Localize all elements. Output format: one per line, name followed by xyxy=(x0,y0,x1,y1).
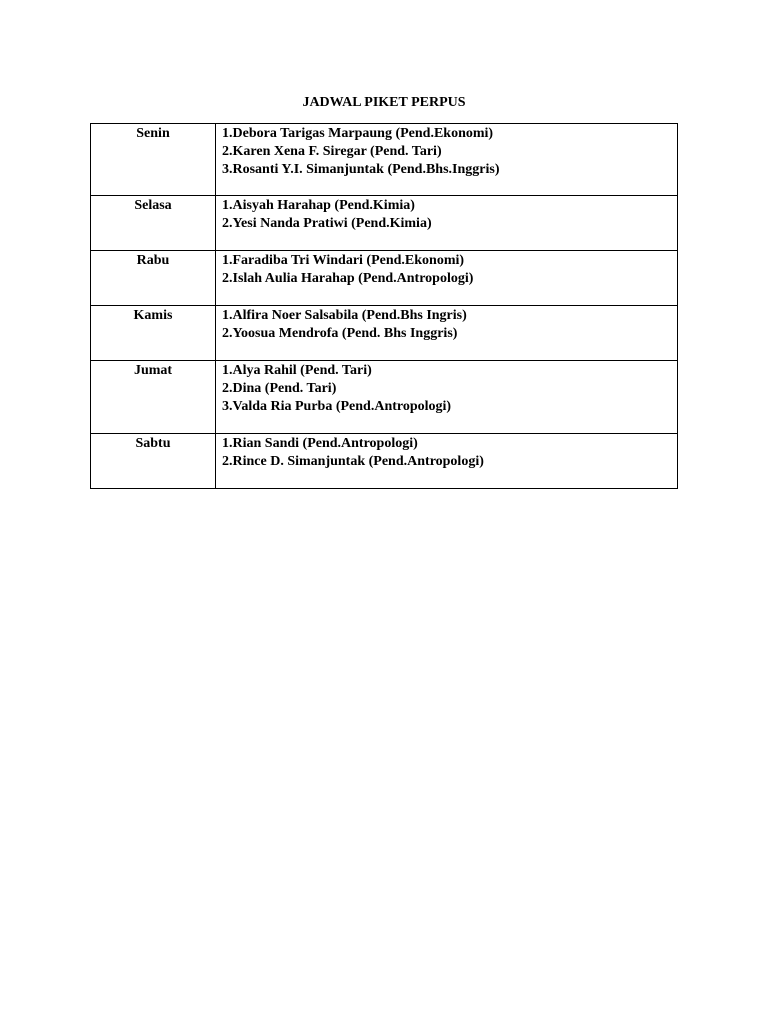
names-cell xyxy=(216,196,678,251)
name-entry: 1.Alya Rahil (Pend. Tari) xyxy=(222,363,372,378)
day-cell: Rabu xyxy=(91,251,216,306)
name-entry: 2.Dina (Pend. Tari) xyxy=(222,381,337,396)
name-entry: 1.Alfira Noer Salsabila (Pend.Bhs Ingris) xyxy=(222,308,467,323)
name-entry: 2.Yoosua Mendrofa (Pend. Bhs Inggris) xyxy=(222,326,458,341)
table-row xyxy=(91,306,678,361)
names-cell xyxy=(216,434,678,489)
day-cell: Kamis xyxy=(91,306,216,361)
names-cell xyxy=(216,251,678,306)
name-entry: 1.Faradiba Tri Windari (Pend.Ekonomi) xyxy=(222,253,465,268)
name-entry: 2.Karen Xena F. Siregar (Pend. Tari) xyxy=(222,144,442,159)
name-entry: 1.Debora Tarigas Marpaung (Pend.Ekonomi) xyxy=(222,126,494,141)
name-entry: 3.Rosanti Y.I. Simanjuntak (Pend.Bhs.Inggris) xyxy=(222,162,500,177)
table-row xyxy=(91,124,678,196)
table-row xyxy=(91,196,678,251)
names-cell xyxy=(216,306,678,361)
day-cell: Jumat xyxy=(91,361,216,434)
day-cell: Senin xyxy=(91,124,216,196)
table-row xyxy=(91,251,678,306)
day-cell: Sabtu xyxy=(91,434,216,489)
names-cell xyxy=(216,124,678,196)
name-entry: 1.Rian Sandi (Pend.Antropologi) xyxy=(222,436,418,451)
name-entry: 2.Rince D. Simanjuntak (Pend.Antropologi) xyxy=(222,454,484,469)
page-title: JADWAL PIKET PERPUS xyxy=(302,95,466,110)
name-entry: 1.Aisyah Harahap (Pend.Kimia) xyxy=(222,198,415,213)
table-row xyxy=(91,434,678,489)
table-row xyxy=(91,361,678,434)
name-entry: 2.Yesi Nanda Pratiwi (Pend.Kimia) xyxy=(222,216,432,231)
day-cell: Selasa xyxy=(91,196,216,251)
name-entry: 3.Valda Ria Purba (Pend.Antropologi) xyxy=(222,399,452,414)
schedule-table xyxy=(90,123,678,489)
name-entry: 2.Islah Aulia Harahap (Pend.Antropologi) xyxy=(222,271,474,286)
names-cell xyxy=(216,361,678,434)
